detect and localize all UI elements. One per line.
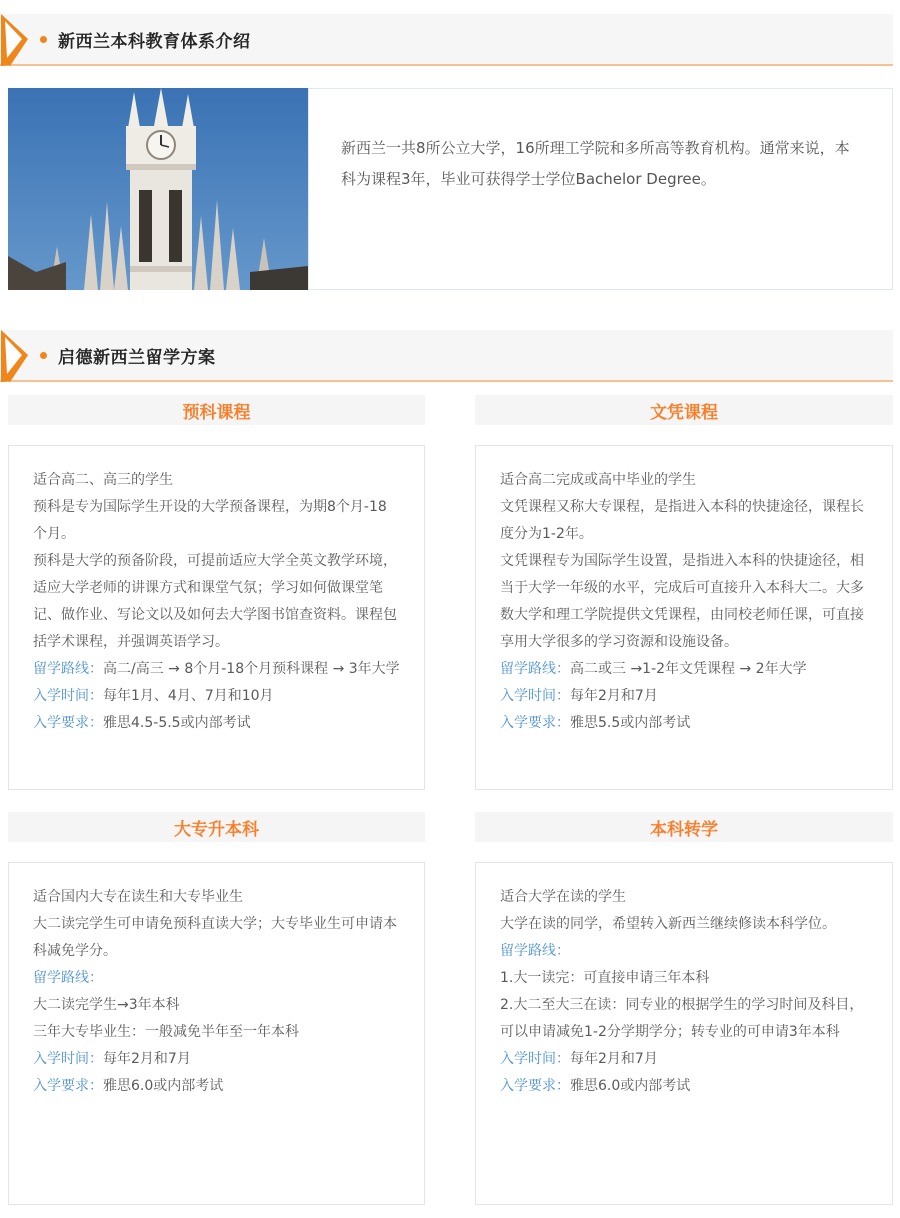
card-bachelor-transfer bbox=[475, 812, 893, 1205]
card-college-to-bachelor-header bbox=[8, 812, 425, 842]
card-text-line bbox=[500, 710, 868, 737]
field-text: 雅思4.5-5.5或内部考试 bbox=[103, 715, 251, 731]
card-foundation-title: 预科课程 bbox=[182, 402, 251, 423]
card-college-to-bachelor bbox=[8, 812, 425, 1205]
card-text-line bbox=[500, 1073, 868, 1100]
card-text-line bbox=[500, 548, 868, 656]
field-label: 留学路线： bbox=[33, 661, 103, 677]
field-text: 2.大二至大三在读：同专业的根据学生的学习时间及科目，可以申请减免1-2分学期学分；转专业的可申请3年本科 bbox=[500, 997, 864, 1040]
field-label: 入学时间： bbox=[33, 688, 103, 704]
field-text: 适合高二、高三的学生 bbox=[33, 472, 173, 488]
card-text-line bbox=[33, 656, 400, 683]
field-text: 1.大一读完：可直接申请三年本科 bbox=[500, 970, 710, 986]
field-text: 大二读完学生→3年本科 bbox=[33, 997, 180, 1013]
field-label: 入学时间： bbox=[500, 1051, 570, 1067]
card-text-line bbox=[500, 911, 868, 938]
field-text: 文凭课程专为国际学生设置，是指进入本科的快捷途径，相当于大学一年级的水平，完成后可直接升入本科大二。大多数大学和理工学院提供文凭课程，由同校老师任课，可直接享用大学很多的学习资源和设施设备。 bbox=[500, 553, 864, 650]
bullet-dot-icon bbox=[40, 352, 47, 359]
section-header-education-system bbox=[0, 14, 893, 66]
field-text: 三年大专毕业生：一般减免半年至一年本科 bbox=[33, 1024, 299, 1040]
card-text-line bbox=[33, 1046, 400, 1073]
field-text: 高二/高三 → 8个月-18个月预科课程 → 3年大学 bbox=[103, 661, 400, 677]
card-text-line bbox=[33, 884, 400, 911]
card-text-line bbox=[500, 992, 868, 1046]
card-diploma-course bbox=[475, 395, 893, 790]
card-bachelor-transfer-body bbox=[475, 862, 893, 1205]
card-text-line bbox=[500, 938, 868, 965]
field-text: 高二或三 →1-2年文凭课程 → 2年大学 bbox=[570, 661, 807, 677]
card-text-line bbox=[500, 494, 868, 548]
field-label: 留学路线： bbox=[500, 661, 570, 677]
field-label: 入学时间： bbox=[33, 1051, 103, 1067]
bullet-dot-icon bbox=[40, 36, 47, 43]
card-foundation-header bbox=[8, 395, 425, 425]
field-label: 入学要求： bbox=[33, 1078, 103, 1094]
field-text: 每年2月和7月 bbox=[570, 1051, 658, 1067]
field-text: 雅思5.5或内部考试 bbox=[570, 715, 691, 731]
card-text-line bbox=[500, 656, 868, 683]
field-text: 预科是大学的预备阶段，可提前适应大学全英文教学环境，适应大学老师的讲课方式和课堂气氛；学习如何做课堂笔记、做作业、写论文以及如何去大学图书馆查资料。课程包括学术课程，并强调英语学习。 bbox=[33, 553, 397, 650]
section-title-education-system: 新西兰本科教育体系介绍 bbox=[58, 31, 251, 52]
field-label: 入学要求： bbox=[33, 715, 103, 731]
intro-text-box bbox=[308, 88, 893, 290]
card-text-line bbox=[33, 992, 400, 1019]
card-text-line bbox=[33, 911, 400, 965]
card-bachelor-transfer-header bbox=[475, 812, 893, 842]
field-label: 留学路线： bbox=[33, 970, 103, 986]
field-text: 大二读完学生可申请免预科直读大学；大专毕业生可申请本科减免学分。 bbox=[33, 916, 397, 959]
field-text: 适合国内大专在读生和大专毕业生 bbox=[33, 889, 243, 905]
card-text-line bbox=[500, 965, 868, 992]
card-text-line bbox=[500, 1046, 868, 1073]
card-text-line bbox=[500, 467, 868, 494]
field-text: 每年1月、4月、7月和10月 bbox=[103, 688, 274, 704]
field-text: 适合大学在读的学生 bbox=[500, 889, 626, 905]
field-text: 预科是专为国际学生开设的大学预备课程，为期8个月-18个月。 bbox=[33, 499, 387, 542]
field-text: 每年2月和7月 bbox=[103, 1051, 191, 1067]
field-text: 大学在读的同学，希望转入新西兰继续修读本科学位。 bbox=[500, 916, 836, 932]
intro-section bbox=[8, 88, 893, 290]
field-label: 入学要求： bbox=[500, 1078, 570, 1094]
card-foundation-course bbox=[8, 395, 425, 790]
card-college-to-bachelor-title: 大专升本科 bbox=[174, 819, 259, 840]
card-text-line bbox=[33, 467, 400, 494]
card-bachelor-transfer-title: 本科转学 bbox=[650, 819, 718, 840]
ribbon-arrow-icon bbox=[0, 330, 30, 382]
card-foundation-body bbox=[8, 445, 425, 790]
university-clocktower-image bbox=[8, 88, 308, 290]
plans-grid-row-2 bbox=[8, 812, 893, 1205]
card-diploma-body bbox=[475, 445, 893, 790]
card-text-line bbox=[33, 494, 400, 548]
card-diploma-header bbox=[475, 395, 893, 425]
card-text-line bbox=[33, 1073, 400, 1100]
field-text: 每年2月和7月 bbox=[570, 688, 658, 704]
card-diploma-title: 文凭课程 bbox=[650, 402, 718, 423]
field-text: 雅思6.0或内部考试 bbox=[103, 1078, 224, 1094]
section-title-study-plans: 启德新西兰留学方案 bbox=[58, 347, 216, 368]
card-text-line bbox=[33, 548, 400, 656]
field-text: 文凭课程又称大专课程，是指进入本科的快捷途径，课程长度分为1-2年。 bbox=[500, 499, 864, 542]
field-label: 入学要求： bbox=[500, 715, 570, 731]
card-text-line bbox=[500, 683, 868, 710]
card-text-line bbox=[33, 965, 400, 992]
card-text-line bbox=[33, 683, 400, 710]
field-label: 留学路线： bbox=[500, 943, 570, 959]
intro-paragraph: 新西兰一共8所公立大学，16所理工学院和多所高等教育机构。通常来说，本科为课程3年，毕业可获得学士学位Bachelor Degree。 bbox=[341, 139, 850, 188]
card-text-line bbox=[33, 710, 400, 737]
field-label: 入学时间： bbox=[500, 688, 570, 704]
card-text-line bbox=[500, 884, 868, 911]
plans-grid-row-1 bbox=[8, 395, 893, 790]
card-college-to-bachelor-body bbox=[8, 862, 425, 1205]
field-text: 适合高二完成或高中毕业的学生 bbox=[500, 472, 696, 488]
card-text-line bbox=[33, 1019, 400, 1046]
field-text: 雅思6.0或内部考试 bbox=[570, 1078, 691, 1094]
section-header-study-plans bbox=[0, 330, 893, 382]
ribbon-arrow-icon bbox=[0, 14, 30, 66]
